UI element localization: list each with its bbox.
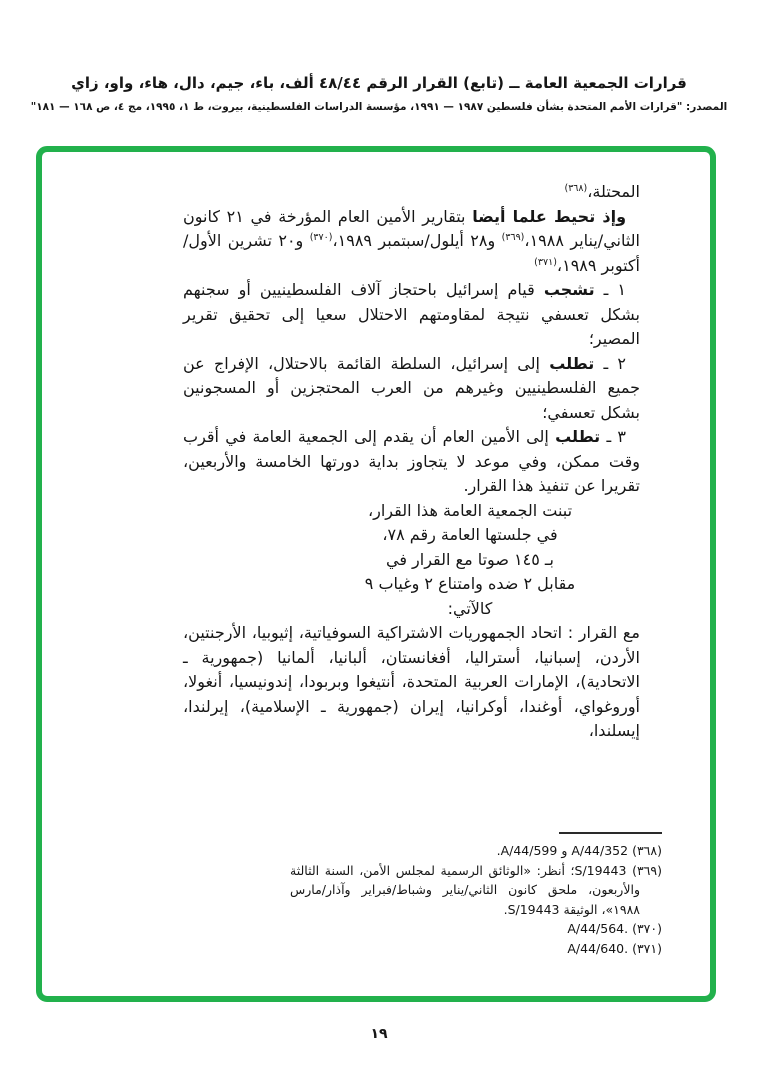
footnote-369: (٣٦٩) S/19443؛ أنظر: «الوثائق الرسمية لمجلس الأمن، السنة الثالثة والأربعون، ملحق كانون الثاني/يناير وشباط/فبراير وآذار/مارس ١٩٨٨»، الوثيقة S/19443. (290, 862, 662, 917)
adoption-line: مقابل ٢ ضده وامتناع ٢ وغياب ٩ (364, 574, 576, 593)
footnote-368: (٣٦٨) A/44/352 و A/44/599. (496, 843, 662, 858)
vote-list-with: مع القرار : اتحاد الجمهوريات الاشتراكية السوفياتية، إثيوبيا، الأرجنتين، الأردن، إسبانيا، أستراليا، أفغانستان، ألبانيا، ألمانيا (جمهورية ـ الاتحادية)، الإمارات العربية المتحدة، أنتيغوا وبربودا، إندونيسيا، أنغولا، أوروغواي، أوغندا، أوكرانيا، إيران (جمهورية ـ الإسلامية)، إيرلندا، إيسلندا، (183, 623, 640, 740)
footnote-371: (٣٧١) A/44/640. (567, 940, 662, 956)
document-title: قرارات الجمعية العامة ــ (تابع) القرار الرقم ٤٨/٤٤ ألف، باء، جيم، دال، هاء، واو، زاي (71, 74, 687, 92)
adoption-line: تبنت الجمعية العامة هذا القرار، (367, 500, 573, 520)
adoption-line: بـ ١٤٥ صوتا مع القرار في (385, 549, 555, 569)
operative-paragraph-2: ٢ ـ تطلب إلى إسرائيل، السلطة القائمة بالاحتلال، الإفراج عن جميع الفلسطينيين وغيرهم من العرب المحتجزين أو المسجونين بشكل تعسفي؛ (183, 353, 640, 422)
preamble-paragraph: وإذ تحيط علما أيضا بتقارير الأمين العام المؤرخة في ٢١ كانون الثاني/يناير ١٩٨٨،$^{(٣٦٩)}$ و٢٨ أيلول/سبتمبر ١٩٨٩،$^{(٣٧٠)}$ و٢٠ تشرين الأول/أكتوبر ١٩٨٩،$^{(٣٧١)}$ (183, 206, 641, 275)
footnote-370: (٣٧٠) A/44/564. (567, 921, 662, 936)
adoption-line: في جلستها العامة رقم ٧٨، (382, 525, 558, 544)
footnote-separator (559, 832, 662, 834)
highlight-border-box (36, 146, 716, 1002)
adoption-line: كالآتي: (447, 598, 493, 618)
page-number: ١٩ (370, 1026, 388, 1042)
footnotes-section (290, 832, 662, 958)
adoption-note (325, 499, 615, 622)
paragraph-continuation: المحتلة،$^{(٣٦٨)}$ (564, 182, 640, 201)
operative-paragraph-3: ٣ ـ تطلب إلى الأمين العام أن يقدم إلى الجمعية العامة في أقرب وقت ممكن، وفي موعد لا يتجاوز بداية دورتها الخامسة والأربعين، تقريرا عن تنفيذ هذا القرار. (183, 427, 640, 495)
source-line: المصدر: "قرارات الأمم المتحدة بشأن فلسطين ١٩٨٧ — ١٩٩١، مؤسسة الدراسات الفلسطينية، بيروت، ط ١، ١٩٩٥، مج ٤، ص ١٦٨ — ١٨١" (30, 101, 728, 113)
resolution-text (42, 152, 710, 744)
document-header (0, 74, 758, 113)
operative-paragraph-1: ١ ـ تشجب قيام إسرائيل باحتجاز آلاف الفلسطينيين أو سجنهم بشكل تعسفي نتيجة لمقاومتهم الاحتلال سعيا إلى تحقيق تقرير المصير؛ (183, 280, 640, 348)
